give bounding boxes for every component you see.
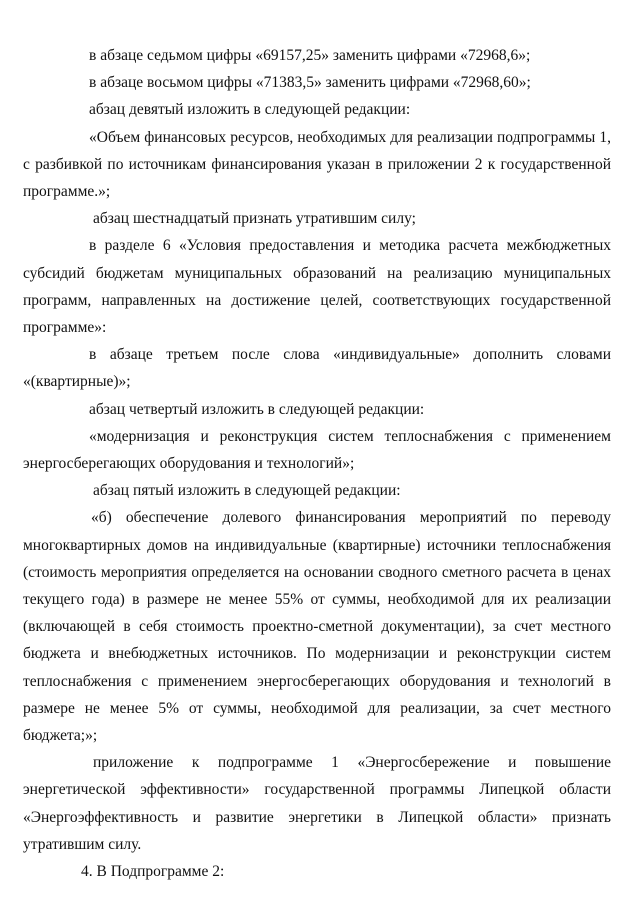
paragraph-11: «б) обеспечение долевого финансирования мероприятий по переводу многоквартирных домов на индивидуальные (квартирные) источники теплоснабжения (стоимость мероприятия определяется на основании сводного сметного расчета в ценах текущего года) в размере не менее 55% от суммы, необходимой для их реализации (включающей в себя стоимость проектно-сметной документации), за счет местного бюджета и внебюджетных источников. По модернизации и реконструкции систем теплоснабжения с применением энергосберегающих оборудования и технологий в размере не менее 5% от суммы, необходимой для реализации, за счет местного бюджета;»; — [23, 509, 611, 745]
paragraph-5: абзац шестнадцатый признать утратившим силу; — [93, 210, 416, 228]
paragraph-3: абзац девятый изложить в следующей редакции: — [89, 101, 411, 119]
paragraph-4: «Объем финансовых ресурсов, необходимых для реализации подпрограммы 1, с разбивкой по источникам финансирования указан в приложении 2 к государственной программе.»; — [23, 128, 611, 201]
paragraph-10: абзац пятый изложить в следующей редакции: — [93, 482, 401, 500]
paragraph-8: абзац четвертый изложить в следующей редакции: — [89, 400, 425, 418]
paragraph-12: приложение к подпрограмме 1 «Энергосбережение и повышение энергетической эффективности» государственной программы Липецкой области «Энергоэффективность и развитие энергетики в Липецкой области» признать утратившим силу. — [23, 754, 611, 853]
paragraph-6: в разделе 6 «Условия предоставления и методика расчета межбюджетных субсидий бюджетам муниципальных образований на реализацию муниципальных программ, направленных на достижение целей, соответствующих государственной программе»: — [23, 237, 611, 337]
paragraph-2: в абзаце восьмом цифры «71383,5» заменить цифрами «72968,60»; — [89, 74, 531, 92]
document-page — [23, 42, 611, 885]
paragraph-1: в абзаце седьмом цифры «69157,25» заменить цифрами «72968,6»; — [89, 47, 531, 64]
paragraph-13: 4. В Подпрограмме 2: — [81, 863, 225, 881]
paragraph-7: в абзаце третьем после слова «индивидуальные» дополнить словами «(квартирные)»; — [23, 346, 611, 391]
paragraph-9: «модернизация и реконструкция систем теплоснабжения с применением энергосберегающих оборудования и технологий»; — [23, 427, 611, 473]
